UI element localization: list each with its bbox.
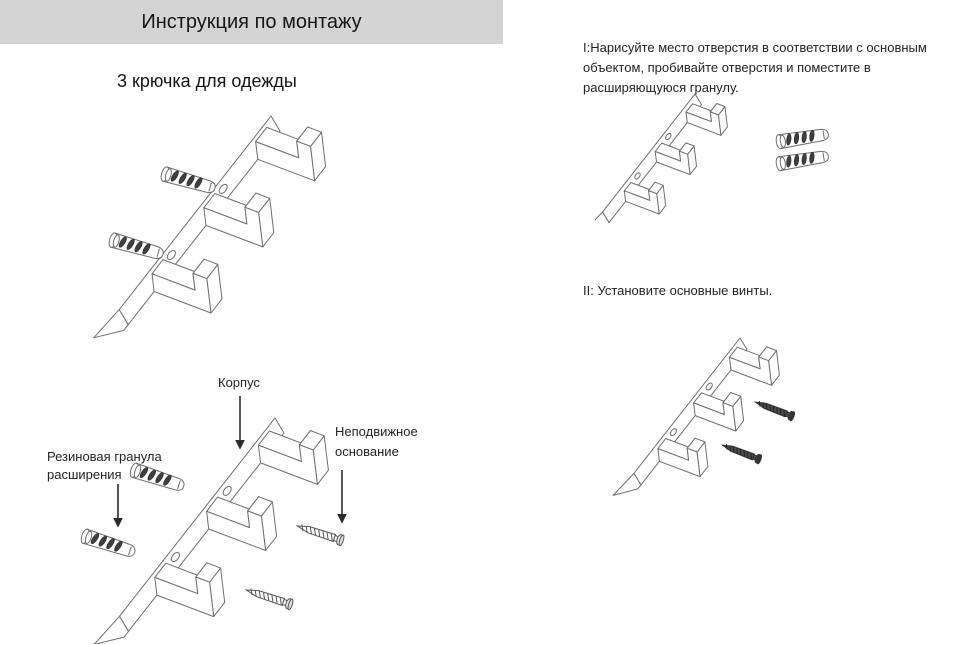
screw	[245, 585, 294, 611]
step1-instruction: I:Нарисуйте место отверстия в соответствии с основным объектом, пробивайте отверстия и поместите в расширяющуюся гранулу.	[583, 40, 927, 95]
callout-fixed-base-label: Неподвижное основание	[335, 424, 418, 459]
mounting-plate-with-hooks	[94, 116, 326, 338]
page-title: Инструкция по монтажу	[141, 10, 362, 33]
callout-body-label: Корпус	[218, 375, 260, 390]
figure-step2-screws	[612, 330, 852, 515]
wall-plug-dowel	[108, 232, 165, 261]
callout-rubber-plug-label: Резиновая гранула расширения	[47, 449, 162, 482]
mounting-plate-with-hooks	[613, 338, 779, 495]
wall-plug-dowel	[80, 528, 137, 559]
screw	[296, 521, 345, 547]
screw	[754, 398, 796, 422]
wall-plug-dowel	[160, 166, 217, 195]
figure-step1-drill-and-plugs	[595, 88, 860, 223]
product-subtitle: 3 крючка для одежды	[117, 71, 297, 91]
screw	[721, 441, 763, 465]
wall-plug-dowel	[775, 127, 829, 149]
header-bar	[0, 0, 503, 44]
wall-plug-dowel	[775, 149, 829, 171]
figure-hooks-assembled	[55, 98, 385, 348]
figure-hooks-exploded	[35, 372, 465, 644]
step2-instruction: II: Установите основные винты.	[583, 283, 773, 298]
mounting-plate-with-hooks	[595, 94, 727, 223]
